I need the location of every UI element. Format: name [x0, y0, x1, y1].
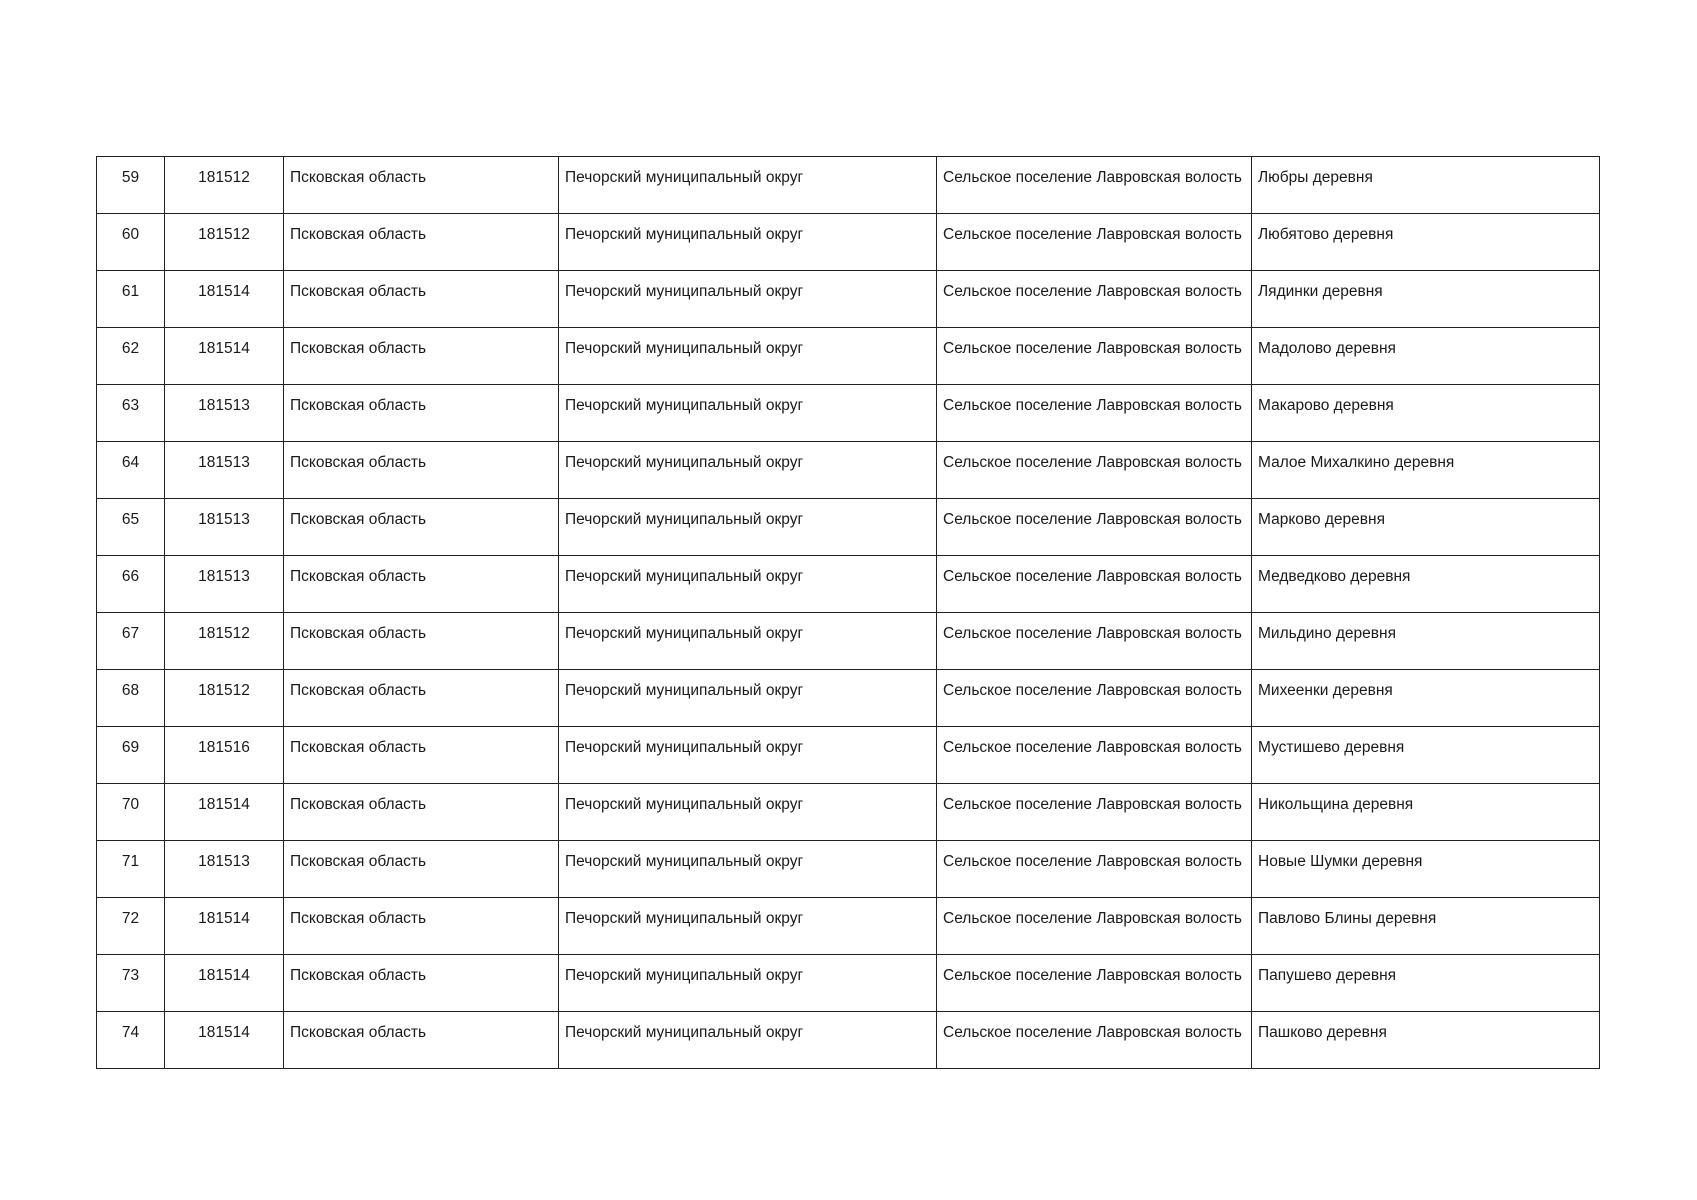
- postal-index-cell: 181514: [165, 898, 284, 955]
- postal-index-cell: 181512: [165, 214, 284, 271]
- postal-index-cell: 181513: [165, 385, 284, 442]
- settlement-cell: Сельское поселение Лавровская волость: [937, 214, 1252, 271]
- settlement-cell: Сельское поселение Лавровская волость: [937, 556, 1252, 613]
- locality-cell: Новые Шумки деревня: [1252, 841, 1600, 898]
- region-cell: Псковская область: [284, 955, 559, 1012]
- row-number-cell: 66: [97, 556, 165, 613]
- locality-cell: Папушево деревня: [1252, 955, 1600, 1012]
- row-number-cell: 61: [97, 271, 165, 328]
- region-cell: Псковская область: [284, 784, 559, 841]
- locality-cell: Михеенки деревня: [1252, 670, 1600, 727]
- locality-cell: Мадолово деревня: [1252, 328, 1600, 385]
- region-cell: Псковская область: [284, 499, 559, 556]
- locality-cell: Малое Михалкино деревня: [1252, 442, 1600, 499]
- postal-index-cell: 181514: [165, 328, 284, 385]
- row-number-cell: 63: [97, 385, 165, 442]
- table-body: [97, 157, 1600, 1069]
- district-cell: Печорский муниципальный округ: [559, 841, 937, 898]
- settlement-cell: Сельское поселение Лавровская волость: [937, 613, 1252, 670]
- district-cell: Печорский муниципальный округ: [559, 556, 937, 613]
- district-cell: Печорский муниципальный округ: [559, 898, 937, 955]
- locality-cell: Любры деревня: [1252, 157, 1600, 214]
- postal-index-cell: 181513: [165, 841, 284, 898]
- region-cell: Псковская область: [284, 328, 559, 385]
- region-cell: Псковская область: [284, 271, 559, 328]
- postal-index-cell: 181514: [165, 955, 284, 1012]
- district-cell: Печорский муниципальный округ: [559, 157, 937, 214]
- settlement-cell: Сельское поселение Лавровская волость: [937, 841, 1252, 898]
- table-row: [97, 784, 1600, 841]
- postal-index-cell: 181513: [165, 499, 284, 556]
- region-cell: Псковская область: [284, 385, 559, 442]
- table-row: [97, 556, 1600, 613]
- postal-index-cell: 181514: [165, 1012, 284, 1069]
- district-cell: Печорский муниципальный округ: [559, 670, 937, 727]
- locality-cell: Любятово деревня: [1252, 214, 1600, 271]
- locality-cell: Медведково деревня: [1252, 556, 1600, 613]
- row-number-cell: 68: [97, 670, 165, 727]
- table-row: [97, 385, 1600, 442]
- settlement-cell: Сельское поселение Лавровская волость: [937, 898, 1252, 955]
- table-row: [97, 328, 1600, 385]
- table-row: [97, 955, 1600, 1012]
- district-cell: Печорский муниципальный округ: [559, 385, 937, 442]
- settlement-cell: Сельское поселение Лавровская волость: [937, 1012, 1252, 1069]
- region-cell: Псковская область: [284, 157, 559, 214]
- settlement-cell: Сельское поселение Лавровская волость: [937, 499, 1252, 556]
- postal-index-cell: 181513: [165, 442, 284, 499]
- row-number-cell: 60: [97, 214, 165, 271]
- region-cell: Псковская область: [284, 898, 559, 955]
- row-number-cell: 59: [97, 157, 165, 214]
- settlement-cell: Сельское поселение Лавровская волость: [937, 727, 1252, 784]
- district-cell: Печорский муниципальный округ: [559, 1012, 937, 1069]
- district-cell: Печорский муниципальный округ: [559, 214, 937, 271]
- region-cell: Псковская область: [284, 670, 559, 727]
- locality-cell: Мильдино деревня: [1252, 613, 1600, 670]
- settlement-cell: Сельское поселение Лавровская волость: [937, 670, 1252, 727]
- settlement-cell: Сельское поселение Лавровская волость: [937, 385, 1252, 442]
- region-cell: Псковская область: [284, 841, 559, 898]
- postal-index-cell: 181514: [165, 784, 284, 841]
- locality-cell: Мустишево деревня: [1252, 727, 1600, 784]
- region-cell: Псковская область: [284, 727, 559, 784]
- region-cell: Псковская область: [284, 556, 559, 613]
- row-number-cell: 64: [97, 442, 165, 499]
- row-number-cell: 62: [97, 328, 165, 385]
- district-cell: Печорский муниципальный округ: [559, 328, 937, 385]
- table-row: [97, 898, 1600, 955]
- region-cell: Псковская область: [284, 214, 559, 271]
- postal-index-cell: 181512: [165, 157, 284, 214]
- district-cell: Печорский муниципальный округ: [559, 727, 937, 784]
- postal-index-cell: 181513: [165, 556, 284, 613]
- region-cell: Псковская область: [284, 613, 559, 670]
- settlements-table: [96, 156, 1600, 1069]
- district-cell: Печорский муниципальный округ: [559, 613, 937, 670]
- row-number-cell: 70: [97, 784, 165, 841]
- row-number-cell: 71: [97, 841, 165, 898]
- locality-cell: Никольщина деревня: [1252, 784, 1600, 841]
- table-row: [97, 727, 1600, 784]
- locality-cell: Пашково деревня: [1252, 1012, 1600, 1069]
- settlement-cell: Сельское поселение Лавровская волость: [937, 784, 1252, 841]
- row-number-cell: 72: [97, 898, 165, 955]
- table-row: [97, 157, 1600, 214]
- district-cell: Печорский муниципальный округ: [559, 271, 937, 328]
- postal-index-cell: 181516: [165, 727, 284, 784]
- row-number-cell: 74: [97, 1012, 165, 1069]
- district-cell: Печорский муниципальный округ: [559, 499, 937, 556]
- table-row: [97, 670, 1600, 727]
- table-row: [97, 1012, 1600, 1069]
- row-number-cell: 73: [97, 955, 165, 1012]
- district-cell: Печорский муниципальный округ: [559, 955, 937, 1012]
- settlement-cell: Сельское поселение Лавровская волость: [937, 328, 1252, 385]
- postal-index-cell: 181514: [165, 271, 284, 328]
- table-row: [97, 214, 1600, 271]
- table-row: [97, 442, 1600, 499]
- settlement-cell: Сельское поселение Лавровская волость: [937, 955, 1252, 1012]
- table-row: [97, 271, 1600, 328]
- locality-cell: Павлово Блины деревня: [1252, 898, 1600, 955]
- table-row: [97, 841, 1600, 898]
- region-cell: Псковская область: [284, 442, 559, 499]
- settlement-cell: Сельское поселение Лавровская волость: [937, 442, 1252, 499]
- row-number-cell: 67: [97, 613, 165, 670]
- locality-cell: Марково деревня: [1252, 499, 1600, 556]
- postal-index-cell: 181512: [165, 613, 284, 670]
- table-row: [97, 613, 1600, 670]
- locality-cell: Лядинки деревня: [1252, 271, 1600, 328]
- row-number-cell: 69: [97, 727, 165, 784]
- district-cell: Печорский муниципальный округ: [559, 442, 937, 499]
- table-row: [97, 499, 1600, 556]
- settlement-cell: Сельское поселение Лавровская волость: [937, 157, 1252, 214]
- row-number-cell: 65: [97, 499, 165, 556]
- settlement-cell: Сельское поселение Лавровская волость: [937, 271, 1252, 328]
- postal-index-cell: 181512: [165, 670, 284, 727]
- region-cell: Псковская область: [284, 1012, 559, 1069]
- locality-cell: Макарово деревня: [1252, 385, 1600, 442]
- district-cell: Печорский муниципальный округ: [559, 784, 937, 841]
